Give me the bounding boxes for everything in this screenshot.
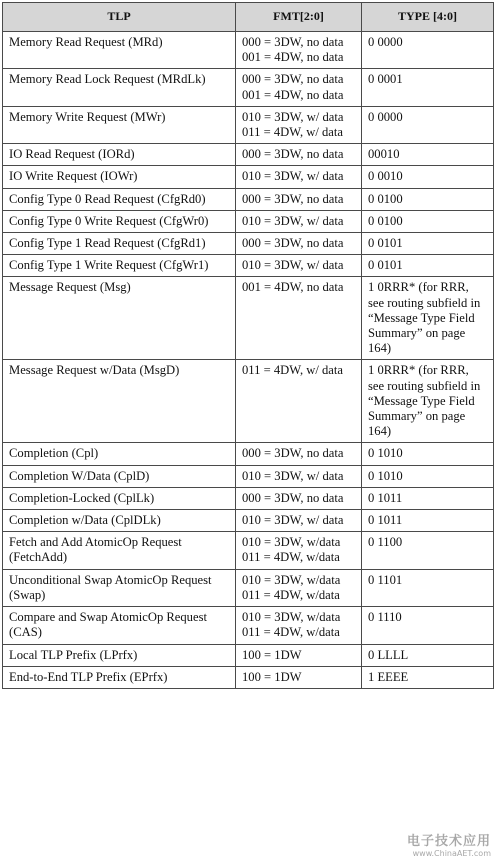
- cell-type: 1 EEEE: [362, 666, 494, 688]
- cell-tlp: Completion w/Data (CplDLk): [3, 510, 236, 532]
- fmt-line: 011 = 4DW, w/data: [242, 587, 340, 602]
- cell-tlp: Config Type 1 Write Request (CfgWr1): [3, 255, 236, 277]
- table-header-row: [3, 3, 494, 32]
- cell-type: 1 0RRR* (for RRR, see routing subfield in “Message Type Field Summary” on page 164): [362, 277, 494, 360]
- fmt-line: 010 = 3DW, w/data: [242, 572, 341, 587]
- cell-type: 0 1011: [362, 487, 494, 509]
- fmt-line: 010 = 3DW, w/data: [242, 535, 341, 550]
- cell-type: 0 1110: [362, 607, 494, 644]
- fmt-line: 011 = 4DW, w/ data: [242, 125, 343, 140]
- cell-fmt: [236, 532, 362, 569]
- cell-tlp: Completion W/Data (CplD): [3, 465, 236, 487]
- cell-fmt: [236, 32, 362, 69]
- cell-fmt: [236, 188, 362, 210]
- fmt-line: 010 = 3DW, w/data: [242, 610, 341, 625]
- cell-tlp: Config Type 0 Read Request (CfgRd0): [3, 188, 236, 210]
- cell-tlp: End-to-End TLP Prefix (EPrfx): [3, 666, 236, 688]
- table-body: [3, 32, 494, 689]
- fmt-line: 001 = 4DW, no data: [242, 87, 344, 102]
- header-fmt: FMT[2:0]: [236, 3, 362, 32]
- fmt-line: 010 = 3DW, w/ data: [242, 468, 344, 483]
- cell-type: 0 1010: [362, 443, 494, 465]
- cell-fmt: [236, 255, 362, 277]
- table-row: [3, 233, 494, 255]
- fmt-line: 000 = 3DW, no data: [242, 446, 344, 461]
- fmt-line: 000 = 3DW, no data: [242, 72, 344, 87]
- fmt-line: 100 = 1DW: [242, 647, 302, 662]
- table-row: [3, 69, 494, 106]
- table-row: [3, 144, 494, 166]
- tlp-type-table: [2, 2, 494, 689]
- cell-type: 0 1100: [362, 532, 494, 569]
- cell-tlp: IO Write Request (IOWr): [3, 166, 236, 188]
- table-row: [3, 166, 494, 188]
- fmt-line: 100 = 1DW: [242, 669, 302, 684]
- fmt-line: 001 = 4DW, no data: [242, 280, 344, 295]
- table-row: [3, 465, 494, 487]
- cell-tlp: Message Request (Msg): [3, 277, 236, 360]
- table-row: [3, 106, 494, 143]
- cell-fmt: [236, 69, 362, 106]
- cell-tlp: IO Read Request (IORd): [3, 144, 236, 166]
- cell-tlp: Memory Write Request (MWr): [3, 106, 236, 143]
- cell-fmt: [236, 144, 362, 166]
- table-row: [3, 277, 494, 360]
- watermark-logo: [407, 830, 491, 858]
- table-row: [3, 510, 494, 532]
- cell-type: 1 0RRR* (for RRR, see routing subfield in “Message Type Field Summary” on page 164): [362, 360, 494, 443]
- cell-fmt: [236, 666, 362, 688]
- table-row: [3, 188, 494, 210]
- fmt-line: 010 = 3DW, w/ data: [242, 169, 344, 184]
- cell-fmt: [236, 277, 362, 360]
- watermark-url: www.ChinaAET.com: [412, 849, 491, 858]
- cell-tlp: Completion (Cpl): [3, 443, 236, 465]
- cell-type: 0 0100: [362, 188, 494, 210]
- header-type: TYPE [4:0]: [362, 3, 494, 32]
- cell-tlp: Fetch and Add AtomicOp Request (FetchAdd): [3, 532, 236, 569]
- fmt-line: 000 = 3DW, no data: [242, 35, 344, 49]
- table-row: [3, 487, 494, 509]
- fmt-line: 001 = 4DW, no data: [242, 50, 344, 65]
- cell-tlp: Config Type 1 Read Request (CfgRd1): [3, 233, 236, 255]
- table-row: [3, 360, 494, 443]
- fmt-line: 010 = 3DW, w/ data: [242, 109, 344, 124]
- cell-type: 0 0000: [362, 106, 494, 143]
- cell-tlp: Compare and Swap AtomicOp Request (CAS): [3, 607, 236, 644]
- cell-tlp: Unconditional Swap AtomicOp Request (Swap): [3, 569, 236, 606]
- fmt-line: 000 = 3DW, no data: [242, 490, 344, 505]
- cell-fmt: [236, 166, 362, 188]
- fmt-line: 010 = 3DW, w/ data: [242, 213, 344, 228]
- cell-fmt: [236, 607, 362, 644]
- cell-fmt: [236, 510, 362, 532]
- table-row: [3, 255, 494, 277]
- fmt-line: 000 = 3DW, no data: [242, 191, 344, 206]
- cell-fmt: [236, 644, 362, 666]
- cell-type: 0 1010: [362, 465, 494, 487]
- fmt-line: 000 = 3DW, no data: [242, 236, 344, 251]
- cell-type: 0 0101: [362, 255, 494, 277]
- cell-fmt: [236, 210, 362, 232]
- watermark-text: 电子技术应用: [406, 834, 491, 849]
- table-row: [3, 666, 494, 688]
- table-row: [3, 32, 494, 69]
- cell-type: 0 0101: [362, 233, 494, 255]
- cell-tlp: Config Type 0 Write Request (CfgWr0): [3, 210, 236, 232]
- cell-fmt: [236, 443, 362, 465]
- fmt-line: 000 = 3DW, no data: [242, 147, 344, 162]
- fmt-line: 010 = 3DW, w/ data: [242, 513, 344, 528]
- cell-fmt: [236, 569, 362, 606]
- cell-fmt: [236, 233, 362, 255]
- fmt-line: 010 = 3DW, w/ data: [242, 258, 344, 273]
- cell-fmt: [236, 106, 362, 143]
- table-row: [3, 569, 494, 606]
- table-row: [3, 607, 494, 644]
- fmt-line: 011 = 4DW, w/data: [242, 625, 340, 640]
- cell-type: 0 0010: [362, 166, 494, 188]
- table-row: [3, 443, 494, 465]
- cell-fmt: [236, 465, 362, 487]
- cell-tlp: Memory Read Lock Request (MRdLk): [3, 69, 236, 106]
- cell-type: 0 0001: [362, 69, 494, 106]
- fmt-line: 011 = 4DW, w/data: [242, 550, 340, 565]
- cell-tlp: Local TLP Prefix (LPrfx): [3, 644, 236, 666]
- cell-type: 0 0000: [362, 32, 494, 69]
- cell-fmt: [236, 360, 362, 443]
- table-row: [3, 532, 494, 569]
- table-row: [3, 210, 494, 232]
- table-row: [3, 644, 494, 666]
- header-tlp: TLP: [3, 3, 236, 32]
- cell-fmt: [236, 487, 362, 509]
- cell-type: 00010: [362, 144, 494, 166]
- cell-type: 0 1011: [362, 510, 494, 532]
- cell-type: 0 0100: [362, 210, 494, 232]
- cell-tlp: Memory Read Request (MRd): [3, 32, 236, 69]
- cell-tlp: Message Request w/Data (MsgD): [3, 360, 236, 443]
- cell-type: 0 1101: [362, 569, 494, 606]
- cell-type: 0 LLLL: [362, 644, 494, 666]
- cell-tlp: Completion-Locked (CplLk): [3, 487, 236, 509]
- fmt-line: 011 = 4DW, w/ data: [242, 363, 343, 378]
